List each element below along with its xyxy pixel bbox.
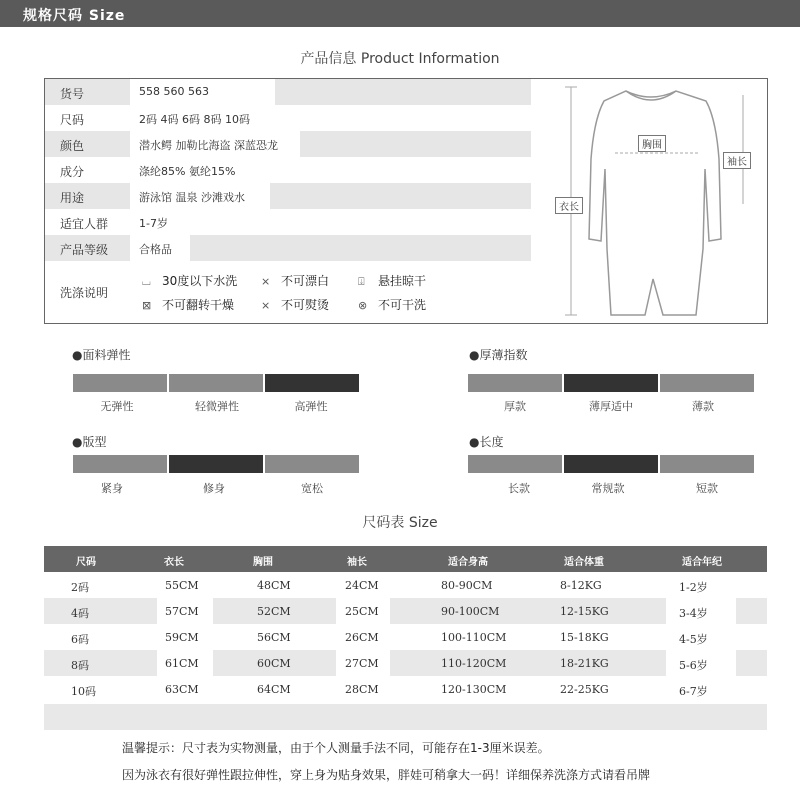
chest-label: 胸围 bbox=[638, 135, 666, 152]
product-info-table bbox=[44, 78, 533, 324]
table-cell: 15-18KG bbox=[560, 631, 609, 644]
table-cell: 3-4岁 bbox=[679, 607, 708, 620]
info-label: 货号 bbox=[60, 87, 85, 101]
table-footer bbox=[44, 704, 767, 730]
wash-text: 不可干洗 bbox=[378, 298, 427, 312]
length-option: 长款 bbox=[508, 482, 530, 495]
fit-title: ●版型 bbox=[72, 435, 107, 449]
col-header: 适合体重 bbox=[564, 557, 604, 568]
info-row bbox=[45, 183, 532, 209]
table-cell: 18-21KG bbox=[560, 657, 609, 670]
table-row bbox=[44, 650, 767, 676]
elasticity-seg-1 bbox=[169, 374, 263, 392]
table-cell: 57CM bbox=[165, 605, 199, 618]
table-cell: 90-100CM bbox=[441, 605, 500, 618]
thickness-bar bbox=[468, 374, 754, 392]
elasticity-title: ●面料弹性 bbox=[72, 348, 131, 362]
length-option: 短款 bbox=[696, 482, 718, 495]
wash-text: 不可熨烫 bbox=[281, 298, 330, 312]
hang-dry-icon: ⍗ bbox=[358, 275, 365, 288]
fit-option: 宽松 bbox=[301, 482, 323, 495]
col-header: 适合年纪 bbox=[682, 557, 722, 568]
elasticity-seg-2 bbox=[265, 374, 359, 392]
table-cell: 59CM bbox=[165, 631, 199, 644]
no-tumble-dry-icon: ⊠ bbox=[142, 299, 152, 312]
col-header: 衣长 bbox=[164, 557, 184, 568]
wash-30-icon: ⌴ bbox=[142, 275, 151, 288]
table-cell: 48CM bbox=[257, 579, 291, 592]
elasticity-seg-0 bbox=[73, 374, 167, 392]
no-dry-clean-icon: ⊗ bbox=[358, 299, 368, 312]
info-row bbox=[45, 157, 532, 183]
info-row bbox=[45, 105, 532, 131]
table-row bbox=[44, 598, 767, 624]
no-bleach-icon: ⨯ bbox=[261, 275, 271, 288]
length-bar bbox=[468, 455, 754, 473]
table-cell: 2码 bbox=[71, 581, 89, 594]
wash-item bbox=[261, 272, 329, 289]
col-header: 袖长 bbox=[347, 557, 367, 568]
length-title: ●长度 bbox=[469, 435, 504, 449]
wash-text: 悬挂晾干 bbox=[378, 274, 427, 288]
header-bar bbox=[0, 0, 800, 27]
info-value: 1-7岁 bbox=[139, 217, 168, 230]
table-row bbox=[44, 676, 767, 702]
length-seg-2 bbox=[660, 455, 754, 473]
fit-seg-2 bbox=[265, 455, 359, 473]
wash-instructions bbox=[45, 262, 532, 323]
info-value: 涤纶85% 氨纶15% bbox=[139, 165, 236, 178]
table-cell: 10码 bbox=[71, 685, 96, 698]
info-label: 颜色 bbox=[60, 139, 85, 153]
table-cell: 120-130CM bbox=[441, 683, 507, 696]
table-cell: 5-6岁 bbox=[679, 659, 708, 672]
no-iron-icon: ⨯ bbox=[261, 299, 271, 312]
wash-item bbox=[142, 296, 234, 313]
wash-label: 洗涤说明 bbox=[60, 286, 109, 300]
thickness-seg-0 bbox=[468, 374, 562, 392]
size-table-header bbox=[44, 546, 767, 572]
elasticity-option: 无弹性 bbox=[100, 400, 134, 413]
info-label: 用途 bbox=[60, 191, 85, 205]
table-cell: 110-120CM bbox=[441, 657, 507, 670]
thickness-seg-1 bbox=[564, 374, 658, 392]
length-label: 衣长 bbox=[555, 197, 583, 214]
length-seg-0 bbox=[468, 455, 562, 473]
wash-item bbox=[142, 272, 237, 289]
info-label: 适宜人群 bbox=[60, 217, 109, 231]
col-header: 胸围 bbox=[253, 557, 273, 568]
fit-bar bbox=[73, 455, 359, 473]
info-label: 产品等级 bbox=[60, 243, 109, 257]
wash-text: 不可翻转干燥 bbox=[162, 298, 235, 312]
table-cell: 80-90CM bbox=[441, 579, 493, 592]
table-cell: 27CM bbox=[345, 657, 379, 670]
table-cell: 52CM bbox=[257, 605, 291, 618]
table-cell: 22-25KG bbox=[560, 683, 609, 696]
table-cell: 25CM bbox=[345, 605, 379, 618]
col-header: 尺码 bbox=[76, 557, 96, 568]
product-info-title: 产品信息 Product Information bbox=[300, 51, 500, 67]
table-cell: 6-7岁 bbox=[679, 685, 708, 698]
fit-seg-0 bbox=[73, 455, 167, 473]
thickness-option: 薄厚适中 bbox=[589, 400, 633, 413]
info-row bbox=[45, 235, 532, 261]
wash-item bbox=[358, 272, 426, 289]
table-cell: 55CM bbox=[165, 579, 199, 592]
table-cell: 61CM bbox=[165, 657, 199, 670]
table-cell: 6码 bbox=[71, 633, 89, 646]
note-line-1: 温馨提示：尺寸表为实物测量，由于个人测量手法不同，可能存在1-3厘米误差。 bbox=[122, 741, 550, 755]
header-title: 规格尺码 Size bbox=[23, 8, 126, 24]
thickness-option: 薄款 bbox=[692, 400, 714, 413]
table-cell: 24CM bbox=[345, 579, 379, 592]
info-value: 合格品 bbox=[139, 243, 172, 256]
wash-item bbox=[261, 296, 329, 313]
thickness-seg-2 bbox=[660, 374, 754, 392]
table-cell: 12-15KG bbox=[560, 605, 609, 618]
fit-option: 修身 bbox=[203, 482, 225, 495]
info-value: 2码 4码 6码 8码 10码 bbox=[139, 113, 250, 126]
info-label: 尺码 bbox=[60, 113, 85, 127]
info-row bbox=[45, 79, 532, 105]
table-cell: 28CM bbox=[345, 683, 379, 696]
table-cell: 4-5岁 bbox=[679, 633, 708, 646]
garment-diagram bbox=[531, 78, 768, 324]
info-label: 成分 bbox=[60, 165, 85, 179]
table-cell: 8-12KG bbox=[560, 579, 602, 592]
sleeve-label: 袖长 bbox=[723, 152, 751, 169]
table-cell: 63CM bbox=[165, 683, 199, 696]
table-row bbox=[44, 624, 767, 650]
size-table-title: 尺码表 Size bbox=[362, 515, 438, 531]
length-option: 常规款 bbox=[591, 482, 625, 495]
info-row bbox=[45, 131, 532, 157]
thickness-title: ●厚薄指数 bbox=[469, 348, 528, 362]
thickness-option: 厚款 bbox=[504, 400, 526, 413]
info-value: 游泳馆 温泉 沙滩戏水 bbox=[139, 191, 245, 204]
table-cell: 100-110CM bbox=[441, 631, 507, 644]
table-cell: 1-2岁 bbox=[679, 581, 708, 594]
wash-text: 不可漂白 bbox=[281, 274, 330, 288]
table-row bbox=[44, 572, 767, 598]
col-header: 适合身高 bbox=[448, 557, 488, 568]
table-cell: 64CM bbox=[257, 683, 291, 696]
table-cell: 26CM bbox=[345, 631, 379, 644]
info-value: 潜水鳄 加勒比海盗 深蓝恐龙 bbox=[139, 139, 278, 152]
wash-item bbox=[358, 296, 426, 313]
note-line-2: 因为泳衣有很好弹性跟拉伸性，穿上身为贴身效果，胖娃可稍拿大一码！详细保养洗涤方式请看吊牌 bbox=[122, 768, 651, 782]
elasticity-option: 轻微弹性 bbox=[195, 400, 239, 413]
table-cell: 60CM bbox=[257, 657, 291, 670]
fit-seg-1 bbox=[169, 455, 263, 473]
elasticity-bar bbox=[73, 374, 359, 392]
wash-text: 30度以下水洗 bbox=[162, 274, 238, 288]
fit-option: 紧身 bbox=[101, 482, 123, 495]
info-value: 558 560 563 bbox=[139, 85, 209, 98]
table-cell: 8码 bbox=[71, 659, 89, 672]
length-seg-1 bbox=[564, 455, 658, 473]
table-cell: 4码 bbox=[71, 607, 89, 620]
elasticity-option: 高弹性 bbox=[294, 400, 328, 413]
info-row bbox=[45, 209, 532, 235]
table-cell: 56CM bbox=[257, 631, 291, 644]
